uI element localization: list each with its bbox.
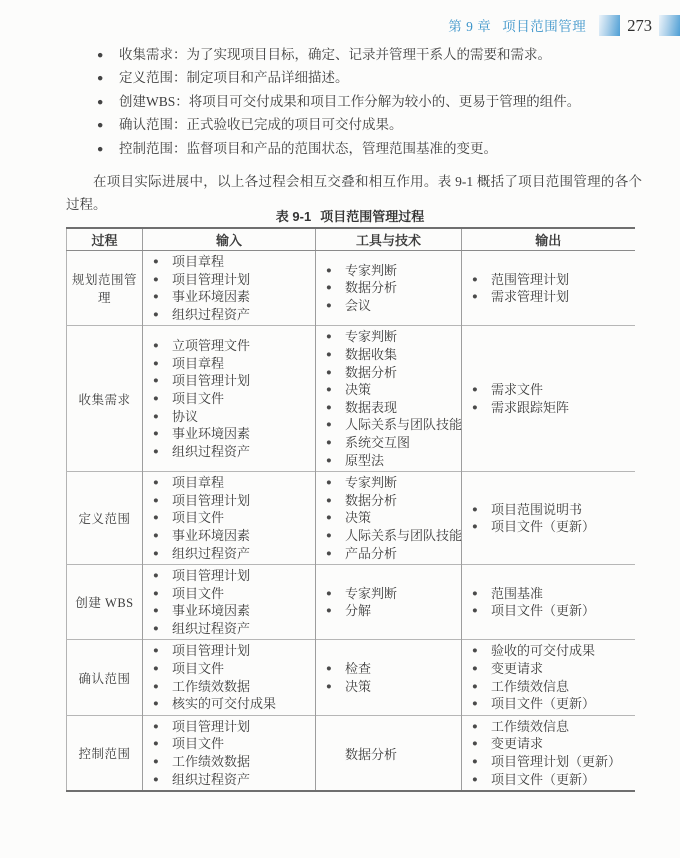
inputs-list (143, 565, 315, 639)
inputs-cell (143, 640, 316, 715)
list-item: ● 定义范围：制定项目和产品详细描述。 (97, 66, 673, 89)
list-item: ● 工作绩效数据 (153, 678, 311, 696)
list-item: ● 创建WBS：将项目可交付成果和项目工作分解为较小的、更易于管理的组件。 (97, 90, 673, 113)
list-item: ● 数据分析 (326, 279, 457, 297)
list-item: ● 专家判断 (326, 474, 457, 492)
outputs-cell (462, 326, 635, 472)
intro-paragraph: 在项目实际进展中，以上各过程会相互交叠和相互作用。表 9-1 概括了项目范围管理的各个过程。 (66, 173, 642, 213)
scope-management-process-table (66, 227, 635, 792)
tools-cell (316, 715, 462, 791)
list-item: ● 确认范围：正式验收已完成的项目可交付成果。 (97, 113, 673, 136)
outputs-cell (462, 472, 635, 565)
list-item: ● 组织过程资产 (153, 771, 311, 789)
list-item: ● 项目范围说明书 (472, 501, 631, 519)
table-caption (66, 206, 634, 225)
running-head-text (448, 15, 586, 35)
list-item: ● 范围管理计划 (472, 271, 631, 289)
table-row-plan-scope-management (67, 251, 635, 326)
list-item: ● 项目文件（更新） (472, 695, 631, 713)
list-item: ● 项目管理计划 (153, 372, 311, 390)
list-item: ● 项目管理计划 (153, 492, 311, 510)
list-item: ● 原型法 (326, 452, 457, 470)
list-item: ● 会议 (326, 297, 457, 315)
list-item: ● 专家判断 (326, 585, 457, 603)
outputs-cell (462, 251, 635, 326)
outputs-list (462, 583, 635, 622)
accent-square-icon (659, 15, 680, 36)
intro-bullet-list (66, 43, 673, 160)
list-item: ● 数据表现 (326, 399, 457, 417)
list-item: ● 决策 (326, 678, 457, 696)
tools-list (316, 472, 461, 564)
table-row-validate-scope (67, 640, 635, 715)
list-item: ● 项目管理计划（更新） (472, 753, 631, 771)
list-item: ● 事业环境因素 (153, 602, 311, 620)
chapter-title: 项目范围管理 (502, 19, 587, 34)
list-item: ● 人际关系与团队技能 (326, 416, 457, 434)
tools-list (316, 326, 461, 471)
list-item: ● 范围基准 (472, 585, 631, 603)
list-item: ● 组织过程资产 (153, 545, 311, 563)
inputs-cell (143, 251, 316, 326)
process-name-cell: 定义范围 (67, 472, 143, 565)
list-item: ● 数据分析 (326, 364, 457, 382)
list-item: ● 决策 (326, 381, 457, 399)
list-item: ● 检查 (326, 660, 457, 678)
list-item: ● 协议 (153, 408, 311, 426)
list-item: ● 事业环境因素 (153, 288, 311, 306)
tools-cell (316, 472, 462, 565)
accent-square-icon (599, 15, 620, 36)
chapter-label: 第 9 章 (448, 19, 492, 34)
inputs-list (143, 472, 315, 564)
outputs-cell (462, 640, 635, 715)
list-item: ● 系统交互图 (326, 434, 457, 452)
list-item: ● 项目文件（更新） (472, 518, 631, 536)
list-item: ● 需求管理计划 (472, 288, 631, 306)
column-header-tools: 工具与技术 (316, 228, 462, 251)
list-item: ● 专家判断 (326, 328, 457, 346)
list-item: ● 专家判断 (326, 262, 457, 280)
list-item: ● 变更请求 (472, 660, 631, 678)
list-item: ● 分解 (326, 602, 457, 620)
table-caption-label: 表 9-1 (275, 209, 312, 224)
outputs-cell (462, 715, 635, 791)
running-head (448, 13, 680, 37)
process-name-cell: 创建 WBS (67, 565, 143, 640)
inputs-list (143, 716, 315, 790)
outputs-list (462, 379, 635, 418)
list-item: ● 项目章程 (153, 253, 311, 271)
list-item: ● 验收的可交付成果 (472, 642, 631, 660)
outputs-list (462, 716, 635, 790)
list-item: ● 组织过程资产 (153, 443, 311, 461)
outputs-list (462, 640, 635, 714)
list-item: ● 事业环境因素 (153, 425, 311, 443)
list-item: ● 工作绩效信息 (472, 678, 631, 696)
inputs-list (143, 335, 315, 462)
list-item: ● 立项管理文件 (153, 337, 311, 355)
inputs-cell (143, 472, 316, 565)
outputs-list (462, 269, 635, 308)
list-item: ● 核实的可交付成果 (153, 695, 311, 713)
table-caption-title: 项目范围管理过程 (320, 209, 425, 224)
column-header-process: 过程 (67, 228, 143, 251)
list-item: ● 项目管理计划 (153, 642, 311, 660)
process-name-cell: 收集需求 (67, 326, 143, 472)
column-header-outputs: 输出 (462, 228, 635, 251)
list-item: ● 控制范围：监督项目和产品的范围状态，管理范围基准的变更。 (97, 137, 673, 160)
list-item: ● 事业环境因素 (153, 527, 311, 545)
outputs-list (462, 499, 635, 538)
process-name-cell: 规划范围管理 (71, 273, 137, 306)
list-item: ● 项目管理计划 (153, 718, 311, 736)
tools-list (316, 260, 461, 317)
table-row-control-scope (67, 715, 635, 791)
tools-cell (316, 565, 462, 640)
list-item: ● 产品分析 (326, 545, 457, 563)
list-item: ● 决策 (326, 509, 457, 527)
inputs-list (143, 640, 315, 714)
inputs-cell (143, 715, 316, 791)
list-item: ● 项目文件（更新） (472, 602, 631, 620)
tools-plain-text: 数据分析 (345, 746, 398, 762)
list-item: ● 组织过程资产 (153, 306, 311, 324)
list-item: ● 项目文件 (153, 585, 311, 603)
page-number: 273 (627, 15, 652, 35)
list-item: ● 项目章程 (153, 474, 311, 492)
inputs-cell (143, 326, 316, 472)
list-item: ● 项目文件 (153, 509, 311, 527)
table-row-create-wbs (67, 565, 635, 640)
list-item: ● 收集需求：为了实现项目目标，确定、记录并管理干系人的需要和需求。 (97, 43, 673, 66)
list-item: ● 数据分析 (326, 492, 457, 510)
list-item: ● 变更请求 (472, 735, 631, 753)
tools-list (316, 583, 461, 622)
tools-cell (316, 326, 462, 472)
inputs-list (143, 251, 315, 325)
list-item: ● 工作绩效数据 (153, 753, 311, 771)
list-item: ● 项目管理计划 (153, 271, 311, 289)
list-item: ● 项目文件 (153, 660, 311, 678)
list-item: ● 人际关系与团队技能 (326, 527, 457, 545)
tools-list (316, 658, 461, 697)
list-item: ● 工作绩效信息 (472, 718, 631, 736)
list-item: ● 项目管理计划 (153, 567, 311, 585)
list-item: ● 需求跟踪矩阵 (472, 399, 631, 417)
table-header-row (67, 228, 635, 251)
table-row-define-scope (67, 472, 635, 565)
outputs-cell (462, 565, 635, 640)
list-item: ● 项目文件 (153, 735, 311, 753)
table-row-collect-requirements (67, 326, 635, 472)
list-item: ● 项目文件（更新） (472, 771, 631, 789)
tools-cell (316, 640, 462, 715)
column-header-inputs: 输入 (143, 228, 316, 251)
list-item: ● 项目文件 (153, 390, 311, 408)
process-name-cell: 控制范围 (67, 715, 143, 791)
list-item: ● 组织过程资产 (153, 620, 311, 638)
tools-cell (316, 251, 462, 326)
list-item: ● 数据收集 (326, 346, 457, 364)
process-name-cell: 确认范围 (67, 640, 143, 715)
inputs-cell (143, 565, 316, 640)
list-item: ● 需求文件 (472, 381, 631, 399)
list-item: ● 项目章程 (153, 355, 311, 373)
